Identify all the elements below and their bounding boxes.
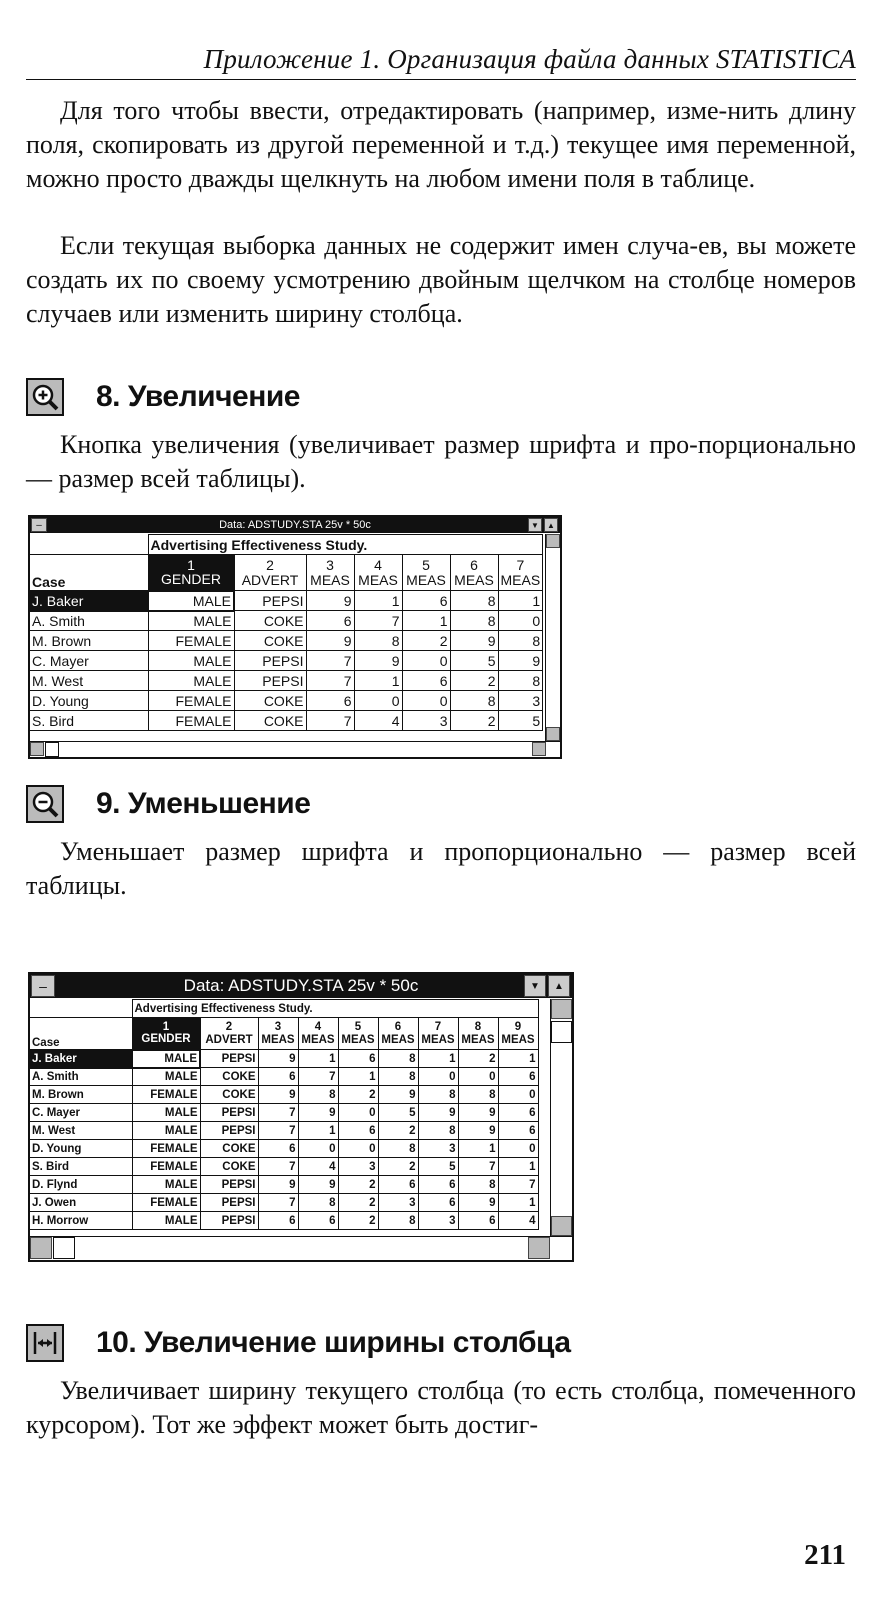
minimize-button[interactable]: ▼	[524, 975, 546, 997]
table-cell[interactable]: COKE	[234, 631, 306, 651]
table-cell[interactable]: 0	[498, 1140, 538, 1158]
column-header-5[interactable]	[338, 1018, 378, 1050]
case-name[interactable]: H. Morrow	[30, 1212, 132, 1230]
table-cell[interactable]: 0	[338, 1140, 378, 1158]
column-name: MEAS	[310, 571, 350, 588]
column-name: ADVERT	[205, 1033, 253, 1046]
scroll-right-button[interactable]	[532, 742, 546, 756]
table-cell[interactable]: 6	[402, 671, 450, 691]
table-cell[interactable]: 9	[498, 651, 543, 671]
table-cell[interactable]: FEMALE	[132, 1086, 200, 1104]
table-row	[30, 1176, 538, 1194]
table-cell[interactable]: COKE	[200, 1158, 258, 1176]
table-cell[interactable]: 2	[338, 1086, 378, 1104]
column-number: 6	[394, 1021, 402, 1034]
case-name[interactable]: C. Mayer	[30, 1104, 132, 1122]
column-header-4[interactable]	[354, 555, 402, 591]
table-cell[interactable]: 6	[338, 1122, 378, 1140]
table-cell[interactable]: 8	[378, 1212, 418, 1230]
table-cell[interactable]: 6	[298, 1212, 338, 1230]
table-cell[interactable]: COKE	[234, 711, 306, 731]
table-cell[interactable]: COKE	[234, 611, 306, 631]
table-row	[30, 631, 543, 651]
case-name[interactable]: M. Brown	[30, 631, 148, 651]
table-cell[interactable]: 9	[258, 1176, 298, 1194]
table-cell[interactable]: 1	[402, 611, 450, 631]
column-name: ADVERT	[241, 571, 299, 588]
corner-cell[interactable]	[30, 1000, 132, 1018]
paragraph-2: Если текущая выборка данных не содержит имен случа-ев, вы можете создать их по своему усмотрению двойным щелчком на столбце номеров случаев или изменить ширину столбца.	[26, 231, 856, 328]
table-cell[interactable]: 9	[418, 1104, 458, 1122]
column-name: MEAS	[381, 1033, 415, 1046]
table-cell[interactable]: 7	[306, 651, 354, 671]
table-cell[interactable]: 4	[298, 1158, 338, 1176]
table-cell[interactable]: 2	[338, 1212, 378, 1230]
table-cell[interactable]: PEPSI	[200, 1212, 258, 1230]
case-name[interactable]: M. West	[30, 671, 148, 691]
table-cell[interactable]: 7	[258, 1104, 298, 1122]
case-name[interactable]: D. Young	[30, 1140, 132, 1158]
column-name: MEAS	[461, 1033, 495, 1046]
window-titlebar	[30, 974, 572, 998]
table-row	[30, 1122, 538, 1140]
scroll-right-button[interactable]	[528, 1237, 550, 1259]
column-number: 2	[266, 556, 274, 573]
system-menu-button[interactable]: –	[31, 518, 47, 532]
column-name: MEAS	[261, 1033, 295, 1046]
column-number: 1	[187, 556, 195, 573]
table-cell[interactable]: FEMALE	[132, 1140, 200, 1158]
table-cell[interactable]: 8	[450, 691, 498, 711]
column-name: MEAS	[301, 1033, 335, 1046]
table-cell[interactable]: COKE	[200, 1086, 258, 1104]
table-row	[30, 1140, 538, 1158]
table-cell[interactable]: 7	[306, 711, 354, 731]
table-cell[interactable]: 9	[458, 1104, 498, 1122]
table-row	[30, 1158, 538, 1176]
table-cell[interactable]: 7	[258, 1122, 298, 1140]
scroll-thumb[interactable]	[551, 1021, 572, 1043]
column-number: 3	[326, 556, 334, 573]
table-cell[interactable]: PEPSI	[200, 1194, 258, 1212]
section-title: 8. Увеличение	[96, 380, 300, 413]
table-cell[interactable]: 1	[498, 1158, 538, 1176]
table-cell[interactable]: 3	[418, 1212, 458, 1230]
table-cell[interactable]: 9	[306, 631, 354, 651]
data-grid	[30, 999, 539, 1230]
table-cell[interactable]: 9	[354, 651, 402, 671]
table-cell[interactable]: MALE	[148, 591, 234, 611]
table-row	[30, 711, 543, 731]
column-number: 4	[374, 556, 382, 573]
table-cell[interactable]: 0	[498, 1086, 538, 1104]
table-cell[interactable]: PEPSI	[200, 1050, 258, 1068]
table-cell[interactable]: COKE	[200, 1140, 258, 1158]
table-cell[interactable]: COKE	[200, 1068, 258, 1086]
table-cell[interactable]: 8	[450, 611, 498, 631]
column-header-8[interactable]	[458, 1018, 498, 1050]
table-row	[30, 1212, 538, 1230]
table-cell[interactable]: 9	[458, 1122, 498, 1140]
vertical-scrollbar[interactable]	[550, 999, 572, 1236]
column-name: MEAS	[454, 571, 494, 588]
table-cell[interactable]: MALE	[132, 1122, 200, 1140]
table-cell[interactable]: 2	[402, 631, 450, 651]
table-cell[interactable]: FEMALE	[148, 631, 234, 651]
scroll-up-button[interactable]	[551, 999, 572, 1019]
table-cell[interactable]: COKE	[234, 691, 306, 711]
column-name: MEAS	[341, 1033, 375, 1046]
maximize-button[interactable]: ▲	[544, 518, 558, 532]
table-cell[interactable]: 7	[498, 1176, 538, 1194]
table-cell[interactable]: 7	[354, 611, 402, 631]
zoom-out-icon[interactable]	[26, 785, 64, 823]
horizontal-scrollbar[interactable]	[30, 741, 560, 757]
section-title: 10. Увеличение ширины столбца	[96, 1326, 571, 1359]
table-cell[interactable]: 9	[258, 1050, 298, 1068]
table-cell[interactable]: 0	[298, 1140, 338, 1158]
column-name: MEAS	[406, 571, 446, 588]
column-number: 9	[514, 1021, 522, 1034]
table-cell[interactable]: 0	[402, 651, 450, 671]
case-name[interactable]: S. Bird	[30, 711, 148, 731]
table-cell[interactable]: 6	[498, 1068, 538, 1086]
column-header-6[interactable]	[450, 555, 498, 591]
table-cell[interactable]: 2	[458, 1050, 498, 1068]
table-cell[interactable]: 9	[458, 1194, 498, 1212]
data-grid	[30, 534, 543, 731]
table-cell[interactable]: 2	[338, 1176, 378, 1194]
table-cell[interactable]: 8	[298, 1086, 338, 1104]
table-cell[interactable]: 8	[458, 1176, 498, 1194]
table-cell[interactable]: MALE	[132, 1050, 200, 1068]
column-header-2[interactable]	[200, 1018, 258, 1050]
table-cell[interactable]: MALE	[132, 1104, 200, 1122]
case-name[interactable]: C. Mayer	[30, 651, 148, 671]
table-cell[interactable]: 8	[418, 1122, 458, 1140]
table-cell[interactable]: 6	[378, 1176, 418, 1194]
table-cell[interactable]: 6	[458, 1212, 498, 1230]
minimize-button[interactable]: ▼	[528, 518, 542, 532]
table-row	[30, 591, 543, 611]
table-cell[interactable]: PEPSI	[200, 1122, 258, 1140]
table-cell[interactable]: 4	[354, 711, 402, 731]
study-title[interactable]: Advertising Effectiveness Study.	[148, 535, 543, 555]
column-header-9[interactable]	[498, 1018, 538, 1050]
table-cell[interactable]: 6	[258, 1140, 298, 1158]
scroll-up-button[interactable]	[546, 534, 560, 548]
column-header-row	[30, 1018, 538, 1050]
column-number: 2	[225, 1021, 233, 1034]
header-rule	[26, 79, 856, 80]
scroll-thumb[interactable]	[45, 742, 59, 757]
column-header-4[interactable]	[298, 1018, 338, 1050]
table-cell[interactable]: 1	[354, 591, 402, 611]
column-number: 1	[162, 1021, 170, 1034]
table-cell[interactable]: 3	[338, 1158, 378, 1176]
horizontal-scrollbar[interactable]	[30, 1236, 572, 1260]
section-heading-zoom-out	[26, 785, 310, 823]
table-cell[interactable]: PEPSI	[200, 1104, 258, 1122]
table-cell[interactable]: 0	[458, 1068, 498, 1086]
case-name[interactable]: J. Baker	[30, 1050, 132, 1068]
column-number: 6	[470, 556, 478, 573]
scroll-down-button[interactable]	[546, 727, 560, 741]
table-cell[interactable]: 8	[378, 1140, 418, 1158]
case-name[interactable]: A. Smith	[30, 1068, 132, 1086]
table-cell[interactable]: 6	[338, 1050, 378, 1068]
case-name[interactable]: M. West	[30, 1122, 132, 1140]
table-cell[interactable]: 5	[450, 651, 498, 671]
column-number: 3	[274, 1021, 282, 1034]
table-row	[30, 611, 543, 631]
table-row	[30, 651, 543, 671]
table-cell[interactable]: 2	[338, 1194, 378, 1212]
table-cell[interactable]: 3	[378, 1194, 418, 1212]
table-cell[interactable]: 5	[378, 1104, 418, 1122]
table-row	[30, 1104, 538, 1122]
column-header-7[interactable]	[498, 555, 543, 591]
system-menu-button[interactable]: –	[31, 975, 55, 997]
column-name: MEAS	[421, 1033, 455, 1046]
table-cell[interactable]: 6	[306, 611, 354, 631]
table-cell[interactable]: MALE	[148, 651, 234, 671]
table-cell[interactable]: 2	[450, 711, 498, 731]
table-cell[interactable]: PEPSI	[234, 591, 306, 611]
table-cell[interactable]: FEMALE	[132, 1194, 200, 1212]
column-name: MEAS	[358, 571, 398, 588]
column-name: GENDER	[141, 1033, 191, 1046]
table-cell[interactable]: 9	[378, 1086, 418, 1104]
table-cell[interactable]: MALE	[148, 671, 234, 691]
table-cell[interactable]: 6	[306, 691, 354, 711]
table-row	[30, 1068, 538, 1086]
table-cell[interactable]: 1	[298, 1050, 338, 1068]
table-cell[interactable]: FEMALE	[148, 711, 234, 731]
column-header-3[interactable]	[306, 555, 354, 591]
table-cell[interactable]: 9	[258, 1086, 298, 1104]
table-cell[interactable]: 7	[306, 671, 354, 691]
table-cell[interactable]: 2	[450, 671, 498, 691]
table-cell[interactable]: 0	[498, 611, 543, 631]
paragraph-5: Увеличивает ширину текущего столбца (то есть столбца, помеченного курсором). Тот же эффект может быть достиг-	[26, 1376, 856, 1439]
table-cell[interactable]: 7	[258, 1194, 298, 1212]
column-name: GENDER	[161, 571, 221, 588]
table-cell[interactable]: 6	[258, 1068, 298, 1086]
window-titlebar	[30, 517, 560, 533]
paragraph-1: Для того чтобы ввести, отредактировать (например, изме-нить длину поля, скопировать из другой переменной и т.д.) текущее имя переменной, можно просто дважды щелкнуть на любом имени поля в таблице.	[26, 96, 856, 193]
table-cell[interactable]: 7	[298, 1068, 338, 1086]
table-cell[interactable]: 9	[298, 1104, 338, 1122]
table-cell[interactable]: MALE	[132, 1212, 200, 1230]
table-cell[interactable]: 8	[450, 591, 498, 611]
table-cell[interactable]: 3	[498, 691, 543, 711]
column-header-6[interactable]	[378, 1018, 418, 1050]
table-cell[interactable]: 0	[338, 1104, 378, 1122]
table-cell[interactable]: 8	[498, 631, 543, 651]
column-header-2[interactable]	[234, 555, 306, 591]
table-cell[interactable]: FEMALE	[148, 691, 234, 711]
table-cell[interactable]: 9	[450, 631, 498, 651]
section-heading-widen-column	[26, 1324, 571, 1362]
column-name: MEAS	[500, 571, 541, 588]
table-row	[30, 691, 543, 711]
section-title: 9. Уменьшение	[96, 787, 311, 820]
table-cell[interactable]: 6	[418, 1176, 458, 1194]
table-cell[interactable]: 1	[418, 1050, 458, 1068]
case-header[interactable]: Case	[30, 1018, 132, 1050]
table-cell[interactable]: FEMALE	[132, 1158, 200, 1176]
running-header: Приложение 1. Организация файла данных STATISTICA	[203, 44, 856, 74]
table-row	[30, 1050, 538, 1068]
page-number: 211	[804, 1539, 846, 1571]
case-name[interactable]: S. Bird	[30, 1158, 132, 1176]
column-number: 7	[434, 1021, 442, 1034]
table-cell[interactable]: 8	[418, 1086, 458, 1104]
paragraph-4: Уменьшает размер шрифта и пропорционально — размер всей таблицы.	[26, 837, 856, 900]
scroll-left-button[interactable]	[30, 1237, 52, 1259]
table-cell[interactable]: 0	[418, 1068, 458, 1086]
table-cell[interactable]: 7	[258, 1158, 298, 1176]
column-number: 4	[314, 1021, 322, 1034]
scroll-down-button[interactable]	[551, 1216, 572, 1236]
column-header-3[interactable]	[258, 1018, 298, 1050]
case-name[interactable]: J. Owen	[30, 1194, 132, 1212]
paragraph-3: Кнопка увеличения (увеличивает размер шрифта и про-порционально — размер всей таблицы).	[26, 430, 856, 493]
table-cell[interactable]: 8	[378, 1068, 418, 1086]
table-cell[interactable]: MALE	[132, 1068, 200, 1086]
column-header-1[interactable]	[148, 555, 234, 591]
table-cell[interactable]: 3	[418, 1140, 458, 1158]
window-title: Data: ADSTUDY.STA 25v * 50c	[219, 519, 371, 531]
maximize-button[interactable]: ▲	[548, 975, 570, 997]
column-number: 5	[422, 556, 430, 573]
window-title: Data: ADSTUDY.STA 25v * 50c	[183, 976, 419, 995]
vertical-scrollbar[interactable]	[545, 534, 560, 741]
table-cell[interactable]: 1	[298, 1122, 338, 1140]
table-row	[30, 1086, 538, 1104]
table-cell[interactable]: 6	[498, 1122, 538, 1140]
table-cell[interactable]: 4	[498, 1212, 538, 1230]
table-cell[interactable]: PEPSI	[234, 671, 306, 691]
case-name[interactable]: A. Smith	[30, 611, 148, 631]
section-heading-zoom-in	[26, 378, 300, 416]
table-cell[interactable]: 6	[258, 1212, 298, 1230]
table-cell[interactable]: 2	[378, 1158, 418, 1176]
case-name[interactable]: M. Brown	[30, 1086, 132, 1104]
widen-column-icon[interactable]	[26, 1324, 64, 1362]
column-header-7[interactable]	[418, 1018, 458, 1050]
column-header-1[interactable]	[132, 1018, 200, 1050]
table-cell[interactable]: 8	[354, 631, 402, 651]
column-number: 7	[516, 556, 525, 573]
table-cell[interactable]: 8	[378, 1050, 418, 1068]
title-row	[30, 1000, 538, 1018]
study-title[interactable]: Advertising Effectiveness Study.	[132, 1000, 538, 1018]
table-cell[interactable]: 1	[458, 1140, 498, 1158]
table-cell[interactable]: 6	[402, 591, 450, 611]
table-cell[interactable]: 5	[498, 711, 543, 731]
scroll-left-button[interactable]	[30, 742, 44, 756]
column-header-row	[30, 555, 543, 591]
table-cell[interactable]: 7	[458, 1158, 498, 1176]
table-cell[interactable]: 3	[402, 711, 450, 731]
table-cell[interactable]: PEPSI	[234, 651, 306, 671]
table-cell[interactable]: 9	[306, 591, 354, 611]
table-cell[interactable]: 1	[338, 1068, 378, 1086]
data-window-zoomed-in	[28, 515, 562, 759]
case-header[interactable]: Case	[30, 555, 148, 591]
table-cell[interactable]: 8	[498, 671, 543, 691]
table-cell[interactable]: PEPSI	[200, 1176, 258, 1194]
column-number: 8	[474, 1021, 482, 1034]
column-number: 5	[354, 1021, 362, 1034]
corner-cell[interactable]	[30, 535, 148, 555]
table-cell[interactable]: 5	[418, 1158, 458, 1176]
table-cell[interactable]: 6	[418, 1194, 458, 1212]
table-cell[interactable]: 6	[498, 1104, 538, 1122]
table-cell[interactable]: 1	[354, 671, 402, 691]
column-header-5[interactable]	[402, 555, 450, 591]
table-cell[interactable]: MALE	[148, 611, 234, 631]
table-cell[interactable]: 0	[354, 691, 402, 711]
zoom-in-icon[interactable]	[26, 378, 64, 416]
table-cell[interactable]: 9	[298, 1176, 338, 1194]
column-name: MEAS	[501, 1033, 535, 1046]
title-row	[30, 535, 543, 555]
case-name[interactable]: D. Flynd	[30, 1176, 132, 1194]
table-cell[interactable]: 1	[498, 1194, 538, 1212]
table-cell[interactable]: 1	[498, 591, 543, 611]
table-cell[interactable]: 8	[458, 1086, 498, 1104]
case-name[interactable]: J. Baker	[30, 591, 148, 611]
table-cell[interactable]: 1	[498, 1050, 538, 1068]
table-cell[interactable]: MALE	[132, 1176, 200, 1194]
case-name[interactable]: D. Young	[30, 691, 148, 711]
scroll-thumb[interactable]	[53, 1237, 75, 1259]
table-row	[30, 671, 543, 691]
table-row	[30, 1194, 538, 1212]
table-cell[interactable]: 2	[378, 1122, 418, 1140]
table-cell[interactable]: 0	[402, 691, 450, 711]
table-cell[interactable]: 8	[298, 1194, 338, 1212]
data-window-normal	[28, 972, 574, 1262]
